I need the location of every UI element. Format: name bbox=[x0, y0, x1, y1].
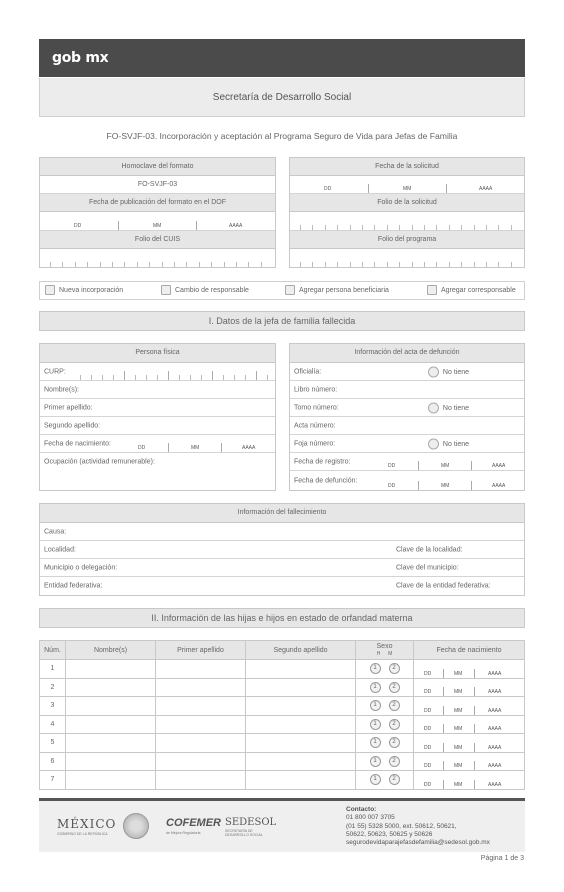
tick-mark bbox=[223, 375, 224, 380]
child-nombres-cell[interactable] bbox=[66, 697, 156, 716]
primer-apellido-field[interactable]: Primer apellido: bbox=[40, 399, 275, 417]
no-tiene-oficialia[interactable]: No tiene bbox=[428, 366, 469, 377]
child-nombres-cell[interactable] bbox=[66, 752, 156, 771]
sexo-h-option[interactable]: 1 bbox=[370, 682, 381, 693]
sexo-m-option[interactable]: 2 bbox=[389, 700, 400, 711]
option-agregar-beneficiaria[interactable]: Agregar persona beneficiaria bbox=[285, 285, 389, 295]
option-nueva-incorporacion[interactable]: Nueva incorporación bbox=[45, 285, 123, 295]
top-right-box bbox=[289, 157, 525, 268]
folio-programa-field[interactable] bbox=[290, 249, 524, 267]
child-nombres-cell[interactable] bbox=[66, 734, 156, 753]
clave-municipio-label: Clave del municipio: bbox=[396, 564, 459, 571]
radio-icon[interactable] bbox=[428, 366, 439, 377]
child-fecha-cell[interactable]: DD MM AAAA bbox=[414, 734, 525, 753]
tick-mark bbox=[337, 262, 338, 267]
tomo-field[interactable]: Tomo número: No tiene bbox=[290, 399, 524, 417]
tick-mark bbox=[374, 225, 375, 230]
tick-mark bbox=[424, 262, 425, 267]
col-sexo: Sexo H M bbox=[356, 641, 414, 660]
child-sexo-cell bbox=[356, 771, 414, 790]
dof-label: Fecha de publicación del formato en el DOF bbox=[40, 194, 275, 212]
checkbox-icon[interactable] bbox=[285, 285, 295, 295]
gob-mx-logo: gob mx bbox=[52, 50, 109, 66]
tick-mark bbox=[149, 262, 150, 267]
tick-mark bbox=[511, 225, 512, 230]
contact-info: Contacto: 01 800 007 3705 (01 55) 5328 5000, ext. 50612, 50621, 50622, 50623, 50625 y 50626 segurodevidaparajefasdefamilia@sedesol.gob.mx bbox=[346, 806, 490, 847]
sexo-m-option[interactable]: 2 bbox=[389, 682, 400, 693]
sedesol-logo: SEDESOL bbox=[225, 817, 277, 828]
tick-mark bbox=[498, 225, 499, 230]
tick-mark bbox=[300, 262, 301, 267]
sexo-h-option[interactable]: 1 bbox=[370, 700, 381, 711]
fecha-nacimiento-field[interactable]: Fecha de nacimiento: DD MM AAAA bbox=[40, 435, 275, 453]
children-table bbox=[39, 640, 525, 790]
col-fecha-nacimiento: Fecha de nacimiento bbox=[414, 641, 525, 660]
options-row bbox=[39, 281, 525, 300]
child-segundo-apellido-cell[interactable] bbox=[246, 752, 356, 771]
tick-mark bbox=[474, 225, 475, 230]
child-fecha-cell[interactable]: DD MM AAAA bbox=[414, 678, 525, 697]
sexo-m-option[interactable]: 2 bbox=[389, 719, 400, 730]
child-sexo-cell bbox=[356, 752, 414, 771]
child-sexo-cell bbox=[356, 697, 414, 716]
tick-mark bbox=[399, 262, 400, 267]
child-primer-apellido-cell[interactable] bbox=[156, 734, 246, 753]
child-segundo-apellido-cell[interactable] bbox=[246, 734, 356, 753]
child-nombres-cell[interactable] bbox=[66, 678, 156, 697]
radio-icon[interactable] bbox=[428, 402, 439, 413]
folio-programa-label: Folio del programa bbox=[290, 231, 524, 249]
col-segundo-apellido: Segundo apellido bbox=[246, 641, 356, 660]
top-left-box bbox=[39, 157, 276, 268]
child-primer-apellido-cell[interactable] bbox=[156, 715, 246, 734]
tick-mark bbox=[234, 375, 235, 380]
tick-mark bbox=[387, 225, 388, 230]
tick-mark bbox=[256, 371, 257, 380]
child-num: 6 bbox=[40, 752, 66, 771]
tick-mark bbox=[261, 262, 262, 267]
clave-localidad-label: Clave de la localidad: bbox=[396, 546, 463, 553]
tick-mark bbox=[80, 375, 81, 380]
tick-mark bbox=[312, 225, 313, 230]
tick-mark bbox=[236, 262, 237, 267]
acta-header: Información del acta de defunción bbox=[290, 344, 524, 363]
tick-mark bbox=[124, 262, 125, 267]
tick-mark bbox=[224, 262, 225, 267]
mexico-logo: MÉXICO bbox=[57, 817, 117, 831]
tick-mark bbox=[486, 262, 487, 267]
national-seal-icon bbox=[123, 813, 149, 839]
child-segundo-apellido-cell[interactable] bbox=[246, 771, 356, 790]
tick-mark bbox=[461, 262, 462, 267]
child-row bbox=[40, 715, 525, 734]
child-fecha-cell[interactable]: DD MM AAAA bbox=[414, 715, 525, 734]
sexo-h-option[interactable]: 1 bbox=[370, 774, 381, 785]
fecha-defuncion-field[interactable]: Fecha de defunción: DD MM AAAA bbox=[294, 477, 506, 489]
tick-mark bbox=[436, 225, 437, 230]
tick-mark bbox=[113, 375, 114, 380]
causa-field[interactable]: Causa: bbox=[40, 523, 524, 541]
tick-mark bbox=[174, 262, 175, 267]
child-sexo-cell bbox=[356, 734, 414, 753]
tick-mark bbox=[412, 262, 413, 267]
fecha-solicitud-label: Fecha de la solicitud bbox=[290, 158, 524, 176]
tick-mark bbox=[91, 375, 92, 380]
child-segundo-apellido-cell[interactable] bbox=[246, 715, 356, 734]
header-bar bbox=[39, 39, 525, 77]
tick-mark bbox=[412, 225, 413, 230]
curp-field[interactable]: CURP: bbox=[40, 363, 275, 381]
child-fecha-cell[interactable]: DD MM AAAA bbox=[414, 771, 525, 790]
foja-field[interactable]: Foja número: No tiene bbox=[290, 435, 524, 453]
cuis-label: Folio del CUIS bbox=[40, 231, 275, 249]
tick-mark bbox=[75, 262, 76, 267]
col-primer-apellido: Primer apellido bbox=[156, 641, 246, 660]
checkbox-icon[interactable] bbox=[427, 285, 437, 295]
tick-mark bbox=[267, 375, 268, 380]
no-tiene-foja[interactable]: No tiene bbox=[428, 438, 469, 449]
option-cambio-responsable[interactable]: Cambio de responsable bbox=[161, 285, 249, 295]
localidad-field[interactable]: Localidad: Clave de la localidad: bbox=[40, 541, 524, 559]
child-segundo-apellido-cell[interactable] bbox=[246, 678, 356, 697]
tick-mark bbox=[100, 262, 101, 267]
tick-mark bbox=[157, 375, 158, 380]
child-fecha-cell[interactable]: DD MM AAAA bbox=[414, 660, 525, 679]
oficialia-field[interactable]: Oficialía: No tiene bbox=[290, 363, 524, 381]
fallecimiento-box bbox=[39, 503, 525, 596]
tick-mark bbox=[362, 262, 363, 267]
tick-mark bbox=[449, 262, 450, 267]
child-num: 2 bbox=[40, 678, 66, 697]
tick-mark bbox=[312, 262, 313, 267]
child-segundo-apellido-cell[interactable] bbox=[246, 660, 356, 679]
tick-mark bbox=[87, 262, 88, 267]
sexo-h-option[interactable]: 1 bbox=[370, 663, 381, 674]
sexo-h-option[interactable]: 1 bbox=[370, 756, 381, 767]
contact-email[interactable]: segurodevidaparajefasdefamilia@sedesol.gob.mx bbox=[346, 839, 490, 847]
dof-date-field[interactable]: DD MM AAAA bbox=[40, 212, 275, 231]
ocupacion-field[interactable]: Ocupación (actividad remunerable): bbox=[44, 458, 155, 466]
child-num: 3 bbox=[40, 697, 66, 716]
cuis-field[interactable] bbox=[40, 249, 275, 267]
child-nombres-cell[interactable] bbox=[66, 660, 156, 679]
child-row bbox=[40, 660, 525, 679]
child-sexo-cell bbox=[356, 678, 414, 697]
checkbox-icon[interactable] bbox=[45, 285, 55, 295]
no-tiene-tomo[interactable]: No tiene bbox=[428, 402, 469, 413]
form-title: FO-SVJF-03. Incorporación y aceptación al Programa Seguro de Vida para Jefas de Familia bbox=[106, 131, 458, 141]
tick-mark bbox=[201, 375, 202, 380]
tick-mark bbox=[186, 262, 187, 267]
persona-fisica-header: Persona física bbox=[40, 344, 275, 363]
fecha-solicitud-field[interactable]: DD MM AAAA bbox=[290, 176, 524, 194]
entidad-field[interactable]: Entidad federativa: Clave de la entidad federativa: bbox=[44, 582, 491, 590]
segundo-apellido-field[interactable]: Segundo apellido: bbox=[40, 417, 275, 435]
tick-mark bbox=[387, 262, 388, 267]
child-row bbox=[40, 752, 525, 771]
sexo-m-option[interactable]: 2 bbox=[389, 756, 400, 767]
tick-mark bbox=[511, 262, 512, 267]
col-nombres: Nombre(s) bbox=[66, 641, 156, 660]
tick-mark bbox=[449, 225, 450, 230]
child-sexo-cell bbox=[356, 715, 414, 734]
section1-title: I. Datos de la jefa de familia fallecida bbox=[39, 311, 525, 331]
tick-mark bbox=[62, 262, 63, 267]
tick-mark bbox=[168, 371, 169, 380]
tick-mark bbox=[474, 262, 475, 267]
child-num: 4 bbox=[40, 715, 66, 734]
tick-mark bbox=[248, 262, 249, 267]
homoclave-value: FO-SVJF-03 bbox=[40, 176, 275, 194]
tick-mark bbox=[374, 262, 375, 267]
fecha-registro-field[interactable]: Fecha de registro: DD MM AAAA bbox=[290, 453, 524, 471]
child-fecha-cell[interactable]: DD MM AAAA bbox=[414, 697, 525, 716]
child-num: 1 bbox=[40, 660, 66, 679]
tick-mark bbox=[424, 225, 425, 230]
child-row bbox=[40, 734, 525, 753]
tick-mark bbox=[399, 225, 400, 230]
child-row bbox=[40, 678, 525, 697]
sexo-h-option[interactable]: 1 bbox=[370, 737, 381, 748]
child-primer-apellido-cell[interactable] bbox=[156, 752, 246, 771]
tick-mark bbox=[50, 262, 51, 267]
child-segundo-apellido-cell[interactable] bbox=[246, 697, 356, 716]
nombre-field[interactable]: Nombre(s): bbox=[40, 381, 275, 399]
tick-mark bbox=[325, 262, 326, 267]
tick-mark bbox=[199, 262, 200, 267]
tick-mark bbox=[112, 262, 113, 267]
tick-mark bbox=[350, 225, 351, 230]
tick-mark bbox=[350, 262, 351, 267]
tick-mark bbox=[461, 225, 462, 230]
tick-mark bbox=[362, 225, 363, 230]
tick-mark bbox=[325, 225, 326, 230]
child-nombres-cell[interactable] bbox=[66, 771, 156, 790]
footer: MÉXICO GOBIERNO DE LA REPÚBLICA COFEMER de Mejora Regulatoria SEDESOL SECRETARÍA DE DESARROLLO SOCIAL Contacto: 01 800 007 3705 (01 55) 5328 5000, ext. 50612, 50621, 50622, 50623, 50625 y 50626 segurodevidaparajefasdefamilia@sedesol.gob.mx bbox=[39, 798, 525, 852]
tick-mark bbox=[135, 375, 136, 380]
child-num: 5 bbox=[40, 734, 66, 753]
persona-fisica-box bbox=[39, 343, 276, 491]
libro-field[interactable]: Libro número: bbox=[290, 381, 524, 399]
cofemer-logo: COFEMER bbox=[166, 817, 221, 829]
sexo-m-option[interactable]: 2 bbox=[389, 663, 400, 674]
municipio-field[interactable]: Municipio o delegación: Clave del municipio: bbox=[40, 559, 524, 577]
col-num: Núm. bbox=[40, 641, 66, 660]
tick-mark bbox=[190, 375, 191, 380]
tick-mark bbox=[179, 375, 180, 380]
child-primer-apellido-cell[interactable] bbox=[156, 697, 246, 716]
section2-title: II. Información de las hijas e hijos en estado de orfandad materna bbox=[39, 608, 525, 628]
child-sexo-cell bbox=[356, 660, 414, 679]
tick-mark bbox=[245, 375, 246, 380]
option-agregar-corresponsable[interactable]: Agregar corresponsable bbox=[427, 285, 516, 295]
acta-numero-field[interactable]: Acta número: bbox=[290, 417, 524, 435]
sexo-h-option[interactable]: 1 bbox=[370, 719, 381, 730]
folio-solicitud-field[interactable] bbox=[290, 212, 524, 231]
tick-mark bbox=[337, 225, 338, 230]
child-fecha-cell[interactable]: DD MM AAAA bbox=[414, 752, 525, 771]
secretaria-banner: Secretaría de Desarrollo Social bbox=[39, 78, 525, 117]
sexo-m-option[interactable]: 2 bbox=[389, 737, 400, 748]
tick-mark bbox=[498, 262, 499, 267]
acta-defuncion-box bbox=[289, 343, 525, 491]
tick-mark bbox=[300, 225, 301, 230]
child-primer-apellido-cell[interactable] bbox=[156, 660, 246, 679]
page-number: Página 1 de 3 bbox=[480, 855, 524, 862]
sexo-m-option[interactable]: 2 bbox=[389, 774, 400, 785]
tick-mark bbox=[211, 262, 212, 267]
tick-mark bbox=[212, 371, 213, 380]
tick-mark bbox=[146, 375, 147, 380]
child-primer-apellido-cell[interactable] bbox=[156, 678, 246, 697]
homoclave-label: Homoclave del formato bbox=[40, 158, 275, 176]
radio-icon[interactable] bbox=[428, 438, 439, 449]
folio-solicitud-label: Folio de la solicitud bbox=[290, 194, 524, 212]
child-row bbox=[40, 697, 525, 716]
tick-mark bbox=[162, 262, 163, 267]
children-table-header bbox=[40, 641, 525, 660]
tick-mark bbox=[124, 371, 125, 380]
child-num: 7 bbox=[40, 771, 66, 790]
child-primer-apellido-cell[interactable] bbox=[156, 771, 246, 790]
clave-entidad-label: Clave de la entidad federativa: bbox=[396, 582, 491, 590]
child-row bbox=[40, 771, 525, 790]
fallecimiento-header: Información del fallecimiento bbox=[40, 504, 524, 523]
tick-mark bbox=[436, 262, 437, 267]
tick-mark bbox=[486, 225, 487, 230]
tick-mark bbox=[102, 375, 103, 380]
child-nombres-cell[interactable] bbox=[66, 715, 156, 734]
checkbox-icon[interactable] bbox=[161, 285, 171, 295]
tick-mark bbox=[137, 262, 138, 267]
